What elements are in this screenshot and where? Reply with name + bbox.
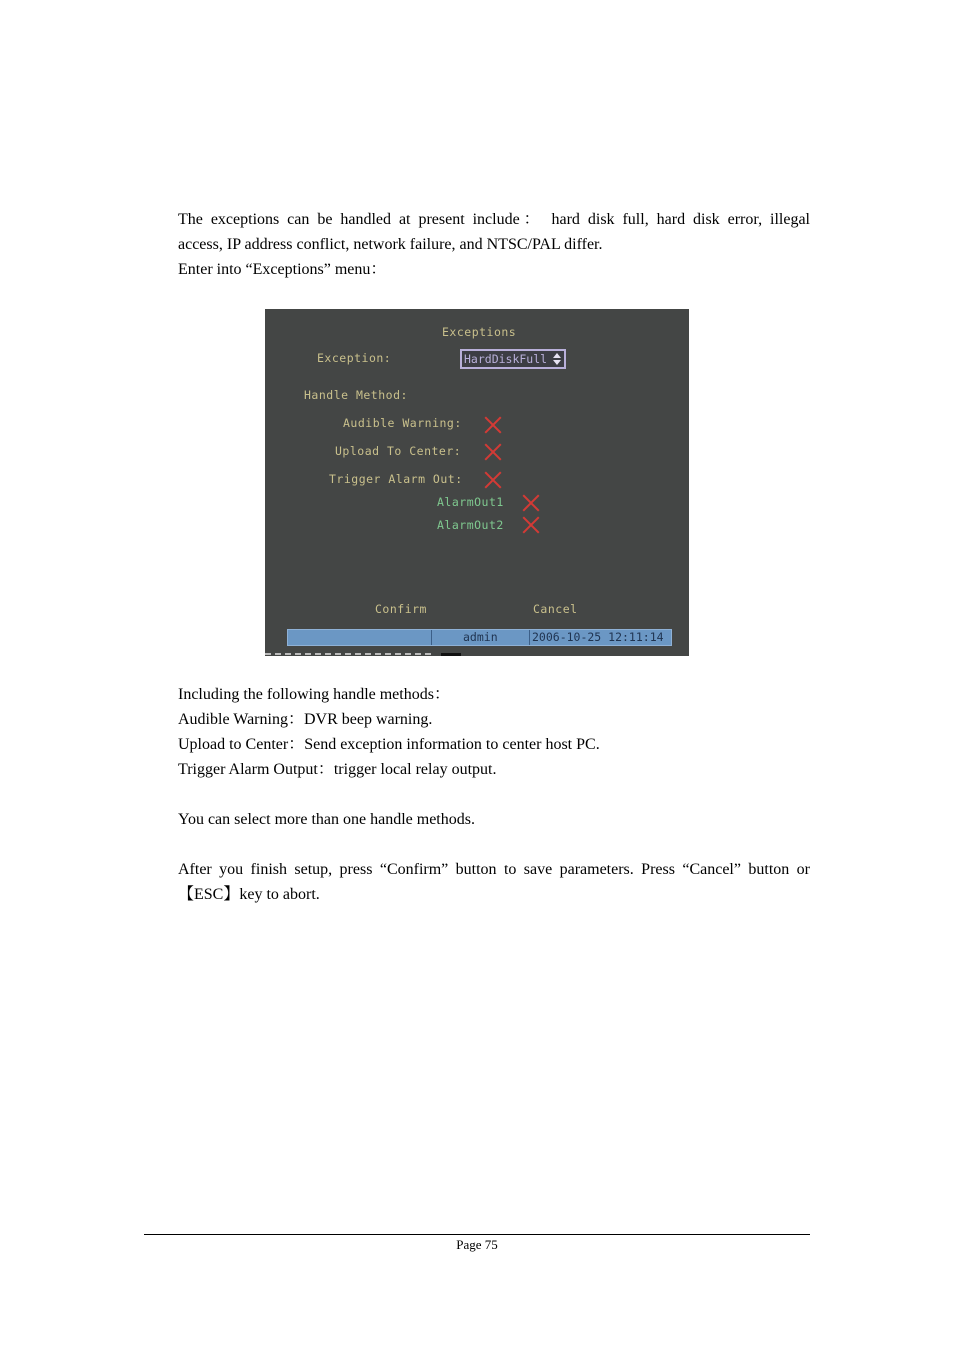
page-number: Page 75 bbox=[456, 1237, 498, 1252]
exception-label: Exception: bbox=[317, 351, 392, 365]
menu-title: Exceptions bbox=[442, 325, 517, 339]
trigger-alarm-out-x-icon[interactable] bbox=[484, 471, 502, 489]
status-divider-1 bbox=[431, 630, 432, 645]
intro-line-2: access, IP address conflict, network failure, and NTSC/PAL differ. bbox=[178, 236, 603, 253]
status-user: admin bbox=[463, 630, 498, 644]
confirm-button[interactable]: Confirm bbox=[375, 602, 427, 616]
exception-select[interactable] bbox=[460, 349, 566, 369]
upload-to-center-label: Upload To Center: bbox=[335, 444, 462, 458]
intro-line-1: The exceptions can be handled at present include： hard disk full, hard disk error, illegal bbox=[178, 211, 810, 228]
up-down-arrows-icon bbox=[553, 353, 561, 365]
exceptions-menu-screenshot bbox=[265, 309, 689, 656]
finish-line-1: After you finish setup, press “Confirm” button to save parameters. Press “Cancel” button or bbox=[178, 861, 810, 878]
trigger-alarm-out-label: Trigger Alarm Out: bbox=[329, 472, 463, 486]
multi-select-note bbox=[178, 807, 810, 832]
audible-warning-label: Audible Warning: bbox=[343, 416, 462, 430]
handle-method-label: Handle Method: bbox=[304, 388, 408, 402]
status-bar bbox=[287, 629, 672, 646]
alarm-out2-label: AlarmOut2 bbox=[437, 518, 504, 532]
bottom-dashed-line bbox=[265, 653, 435, 655]
alarm-out1-label: AlarmOut1 bbox=[437, 495, 504, 509]
footer-rule bbox=[144, 1234, 810, 1235]
status-datetime: 2006-10-25 12:11:14 bbox=[532, 630, 664, 644]
methods-paragraph bbox=[178, 682, 810, 782]
bottom-dark-mark bbox=[441, 653, 461, 656]
intro-line-3: Enter into “Exceptions” menu： bbox=[178, 261, 387, 278]
intro-paragraph bbox=[178, 207, 810, 282]
method-trigger: Trigger Alarm Output：trigger local relay output. bbox=[178, 761, 497, 778]
audible-warning-x-icon[interactable] bbox=[484, 416, 502, 434]
method-upload: Upload to Center：Send exception information to center host PC. bbox=[178, 736, 600, 753]
methods-intro: Including the following handle methods： bbox=[178, 686, 450, 703]
finish-paragraph bbox=[178, 857, 810, 907]
finish-line-2: 【ESC】key to abort. bbox=[178, 886, 320, 903]
upload-to-center-x-icon[interactable] bbox=[484, 443, 502, 461]
method-audible: Audible Warning：DVR beep warning. bbox=[178, 711, 433, 728]
alarm-out2-x-icon[interactable] bbox=[522, 516, 540, 534]
status-divider-2 bbox=[529, 630, 530, 645]
cancel-button[interactable]: Cancel bbox=[533, 602, 578, 616]
multi-select-text: You can select more than one handle methods. bbox=[178, 811, 475, 828]
exception-select-value: HardDiskFull bbox=[464, 352, 548, 366]
alarm-out1-x-icon[interactable] bbox=[522, 494, 540, 512]
